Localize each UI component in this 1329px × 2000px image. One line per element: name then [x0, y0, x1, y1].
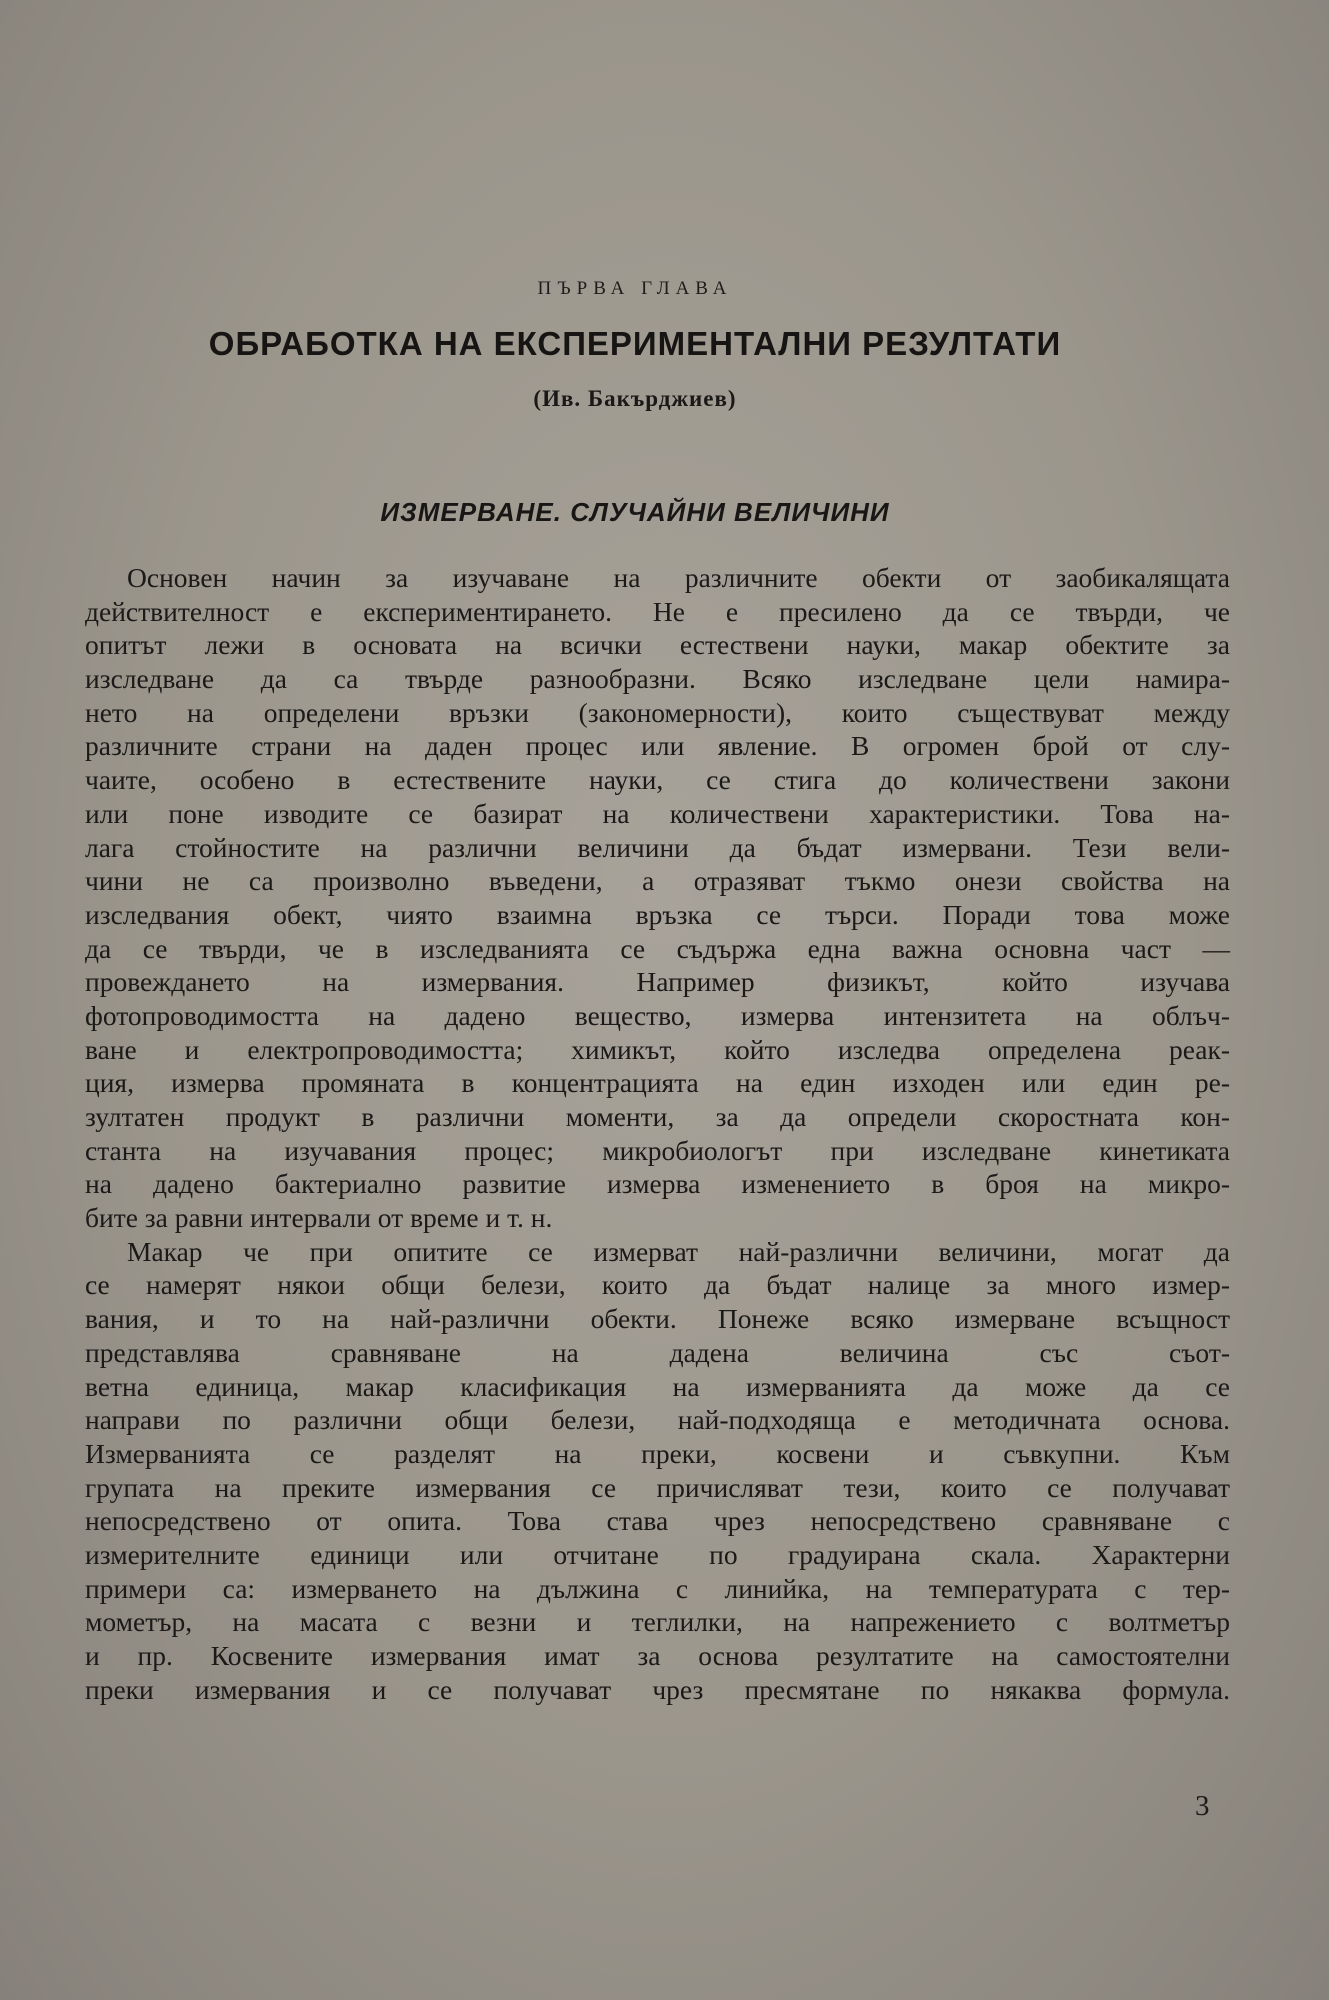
text-line: примери са: измерването на дължина с линийка, на температурата с тер- [85, 1572, 1230, 1604]
text-line: групата на преките измервания се причисляват тези, които се получават [85, 1471, 1230, 1503]
chapter-title: ОБРАБОТКА НА ЕКСПЕРИМЕНТАЛНИ РЕЗУЛТАТИ [208, 325, 1062, 362]
text-line: Основен начин за изучаване на различните обекти от заобикалящата [127, 562, 1230, 593]
text-line: станта на изучавания процес; микробиологът при изследване кинетиката [85, 1134, 1230, 1166]
chapter-label: ПЪРВА ГЛАВА [537, 278, 733, 299]
text-line: нето на определени връзки (закономерности), които съществуват между [85, 696, 1230, 728]
text-line: бите за равни интервали от време и т. н. [85, 1202, 553, 1234]
text-line: изследвания обект, чиято взаимна връзка се търси. Поради това може [85, 898, 1230, 930]
text-line: зултатен продукт в различни моменти, за да определи скоростната кон- [85, 1101, 1230, 1132]
text-line: и пр. Косвените измервания имат за основа резултатите на самостоятелни [85, 1640, 1230, 1671]
body-text [85, 561, 1230, 1706]
text-line: лага стойностите на различни величини да бъдат измервани. Тези вели- [85, 831, 1230, 863]
text-line: се намерят някои общи белези, които да бъдат налице за много измер- [85, 1269, 1230, 1301]
text-line: Макар че при опитите се измерват най-различни величини, могат да [127, 1235, 1230, 1267]
text-line: или поне изводите се базират на количествени характеристики. Това на- [85, 797, 1230, 829]
text-line: непосредствено от опита. Това става чрез непосредствено сравняване с [85, 1505, 1230, 1537]
text-line: опитът лежи в основата на всички естествени науки, макар обектите за [85, 629, 1230, 661]
text-line: направи по различни общи белези, най-подходяща е методичната основа. [85, 1404, 1230, 1436]
text-line: на дадено бактериално развитие измерва изменението в броя на микро- [85, 1168, 1230, 1200]
text-line: чини не са произволно въведени, а отразяват тъкмо онези свойства на [85, 865, 1230, 897]
text-line: Измерванията се разделят на преки, косвени и съвкупни. Към [85, 1437, 1230, 1469]
text-line: действителност е експериментирането. Не е пресилено да се твърди, че [85, 595, 1230, 627]
author-name: (Ив. Бакърджиев) [533, 386, 737, 411]
text-line: провеждането на измервания. Например физикът, който изучава [85, 966, 1230, 998]
text-line: вания, и то на най-различни обекти. Понеже всяко измерване всъщност [85, 1303, 1230, 1335]
text-line: представлява сравняване на дадена величина със съот- [85, 1336, 1230, 1368]
text-line: изследване да са твърде разнообразни. Всяко изследване цели намира- [85, 663, 1230, 695]
text-line: измерителните единици или отчитане по градуирана скала. Характерни [85, 1538, 1230, 1570]
text-line: фотопроводимостта на дадено вещество, измерва интензитета на облъч- [85, 999, 1230, 1031]
page-number: 3 [1195, 1790, 1210, 1822]
text-line: чаите, особено в естествените науки, се стига до количествени закони [85, 764, 1230, 796]
text-line: ветна единица, макар класификация на измерванията да може да се [85, 1370, 1230, 1402]
text-line: преки измервания и се получават чрез пресмятане по някаква формула. [85, 1673, 1230, 1705]
section-title: ИЗМЕРВАНЕ. СЛУЧАЙНИ ВЕЛИЧИНИ [380, 497, 890, 527]
text-line: ване и електропроводимостта; химикът, който изследва определена реак- [85, 1033, 1230, 1065]
text-line: да се твърди, че в изследванията се съдържа една важна основна част — [85, 932, 1230, 964]
text-line: мометър, на масата с везни и теглилки, на напрежението с волтметър [85, 1606, 1230, 1638]
text-line: ция, измерва промяната в концентрацията на един изходен или един ре- [85, 1067, 1230, 1099]
text-line: различните страни на даден процес или явление. В огромен брой от слу- [85, 730, 1230, 762]
